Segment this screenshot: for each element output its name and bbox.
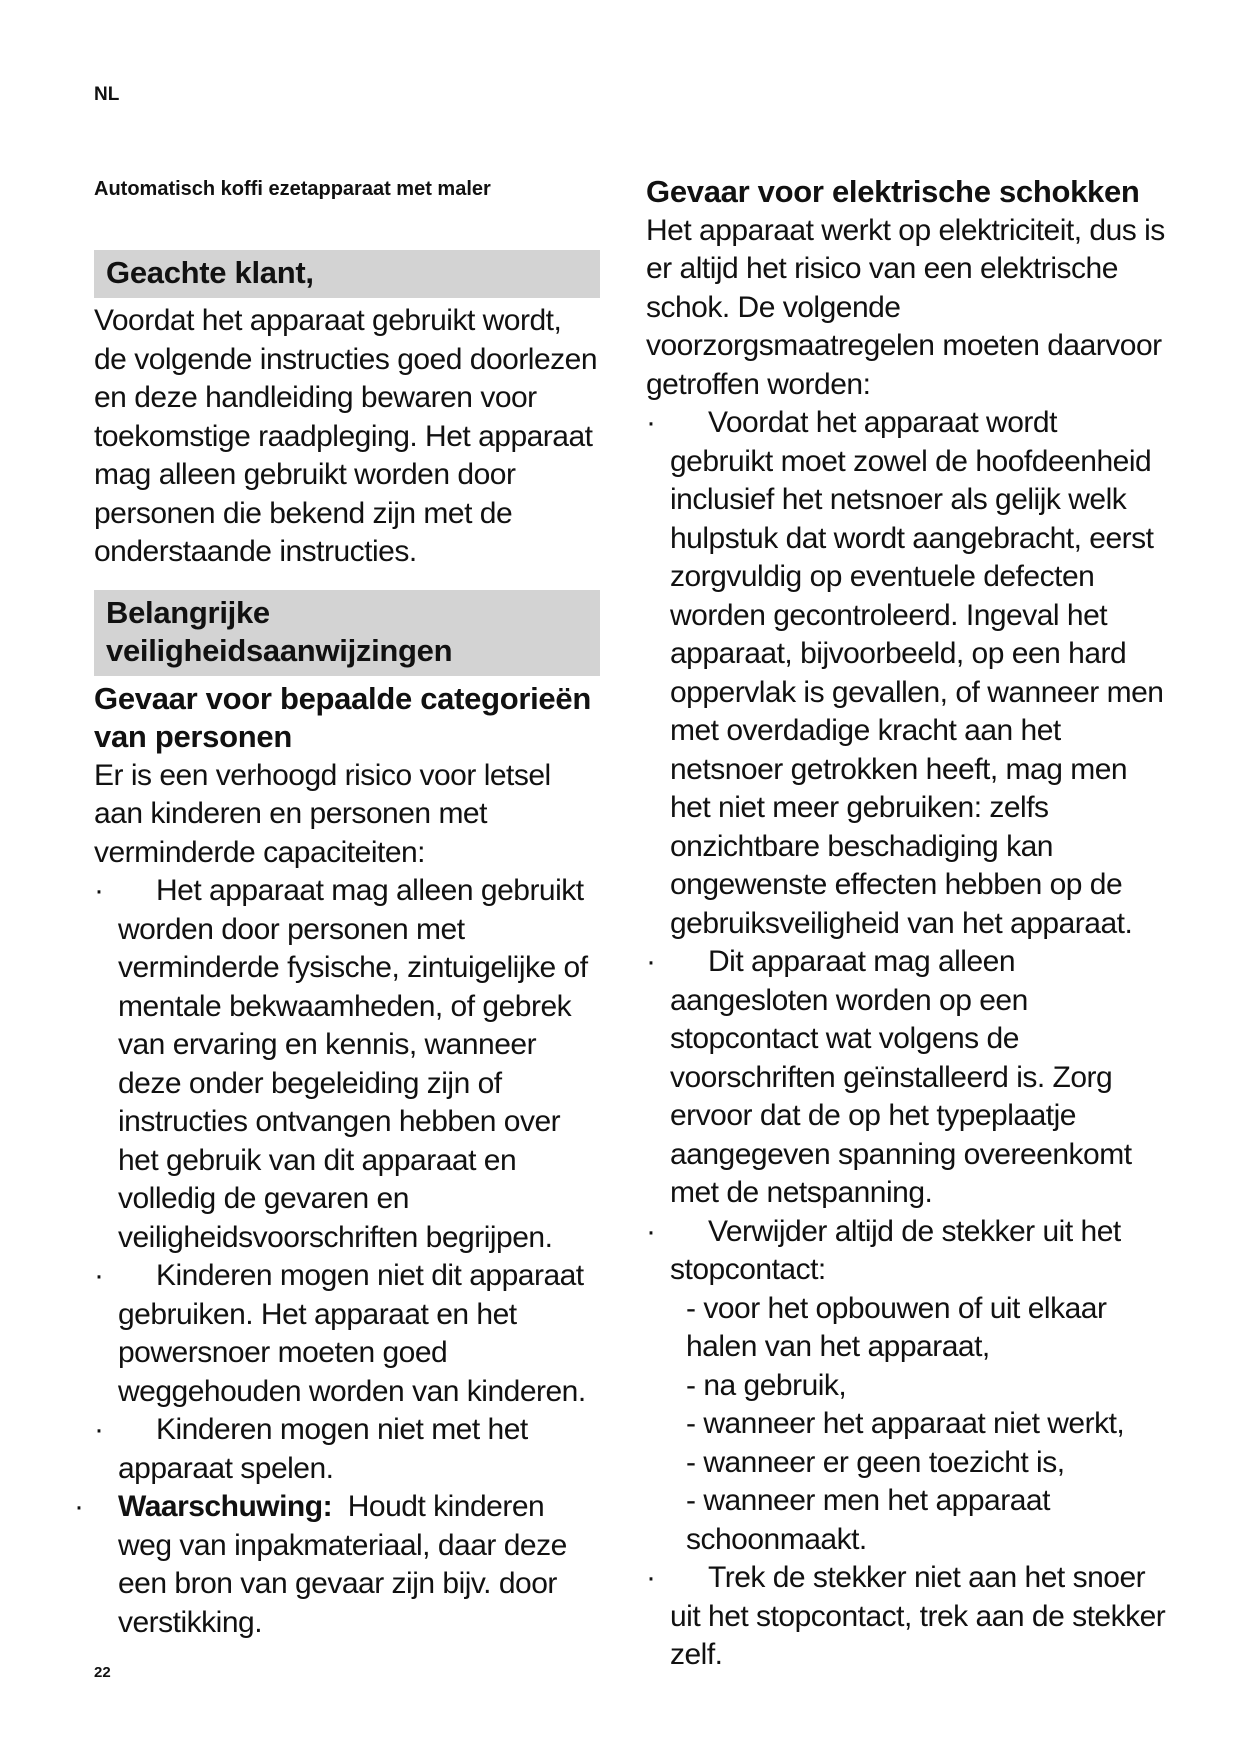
dash-item: - wanneer het apparaat niet werkt, [686,1407,1125,1440]
language-code: NL [94,84,120,105]
bullet-icon: · [94,1413,104,1446]
bullet-icon: · [646,1561,656,1594]
bullet-icon: · [94,1259,104,1292]
list-item: · Dit apparaat mag alleen aangesloten worden op een stopcontact wat volgens de voorschriften geïnstalleerd is. Zorg ervoor dat de op het typeplaatje aangegeven spanning overeenkomt met de netspanning. [646,945,1132,1209]
section-title-dear-customer: Geachte klant, [94,250,600,298]
bullet-icon: · [646,945,656,978]
risk-groups-intro: Er is een verhoogd risico voor letsel aan kinderen en personen met verminderde capaciteiten: [94,758,551,869]
dash-item: - wanneer er geen toezicht is, [686,1445,1065,1479]
warning-text: Houdt kinderen weg van inpakmateriaal, daar deze een bron van gevaar zijn bijv. door verstikking. [118,1490,567,1639]
list-item: · Het apparaat mag alleen gebruikt worden door personen met verminderde fysische, zintuigelijke of mentale bekwaamheden, of gebrek van ervaring en kennis, wanneer deze onder begeleiding zijn of instructies ontvangen hebben over het gebruik van dit apparaat en volledig de gevaren en veiligheidsvoorschriften begrijpen. [94,874,588,1254]
bullet-icon: · [646,406,656,439]
document-subtitle: Automatisch koffi ezetapparaat met maler [94,178,491,200]
section-title-safety: Belangrijke veiligheidsaanwijzingen [94,590,600,676]
list-item: · Voordat het apparaat wordt gebruikt moet zowel de hoofdeenheid inclusief het netsnoer als gelijk welk hulpstuk dat wordt aangebracht, eerst zorgvuldig op eventuele defecten worden gecontroleerd. Ingeval het apparaat, bijvoorbeeld, op een hard oppervlak is gevallen, of wanneer men met overdadige kracht aan het netsnoer getrokken heeft, mag men het niet meer gebruiken: zelfs onzichtbare beschadiging kan ongewenste effecten hebben op de gebruiksveiligheid van het apparaat. [646,406,1164,940]
bullet-icon: · [94,874,104,907]
dash-item: - na gebruik, [686,1368,847,1402]
list-item: · Verwijder altijd de stekker uit het stopcontact: - voor het opbouwen of uit elkaar halen van het apparaat, - na gebruik, - wanneer het apparaat niet werkt, - wanneer er geen toezicht is, - wanneer men het apparaat schoonmaakt. [646,1213,1166,1560]
list-item: · Kinderen mogen niet met het apparaat spelen. [94,1413,528,1485]
bullet-icon: · [74,1490,84,1523]
list-item: · Trek de stekker niet aan het snoer uit het stopcontact, trek aan de stekker zelf. [646,1561,1166,1671]
heading-electric-shock: Gevaar voor elektrische schokken [646,174,1140,209]
list-item: · Kinderen mogen niet dit apparaat gebruiken. Het apparaat en het powersnoer moeten goed weggehouden worden van kinderen. [94,1259,586,1408]
heading-risk-groups: Gevaar voor bepaalde categorieën van personen [94,680,591,754]
unplug-cases-list [670,1290,1166,1560]
warning-item [74,1488,600,1642]
dash-item: - voor het opbouwen of uit elkaar halen van het apparaat, [686,1291,1107,1363]
electric-shock-intro: Het apparaat werkt op elektriciteit, dus is er altijd het risico van een elektrische schok. De volgende voorzorgsmaatregelen moeten daarvoor getroffen worden: [646,213,1165,401]
risk-groups-list [74,872,600,1642]
page-number: 22 [94,1664,111,1681]
right-column [646,173,1166,1675]
electric-shock-list [646,404,1166,1675]
bullet-icon: · [646,1214,656,1248]
warning-label: Waarschuwing: [118,1490,333,1523]
left-column [74,250,600,1642]
dash-item: - wanneer men het apparaat schoonmaakt. [686,1484,1050,1556]
intro-paragraph: Voordat het apparaat gebruikt wordt, de volgende instructies goed doorlezen en deze handleiding bewaren voor toekomstige raadpleging. Het apparaat mag alleen gebruikt worden door personen die bekend zijn met de onderstaande instructies. [94,304,598,568]
